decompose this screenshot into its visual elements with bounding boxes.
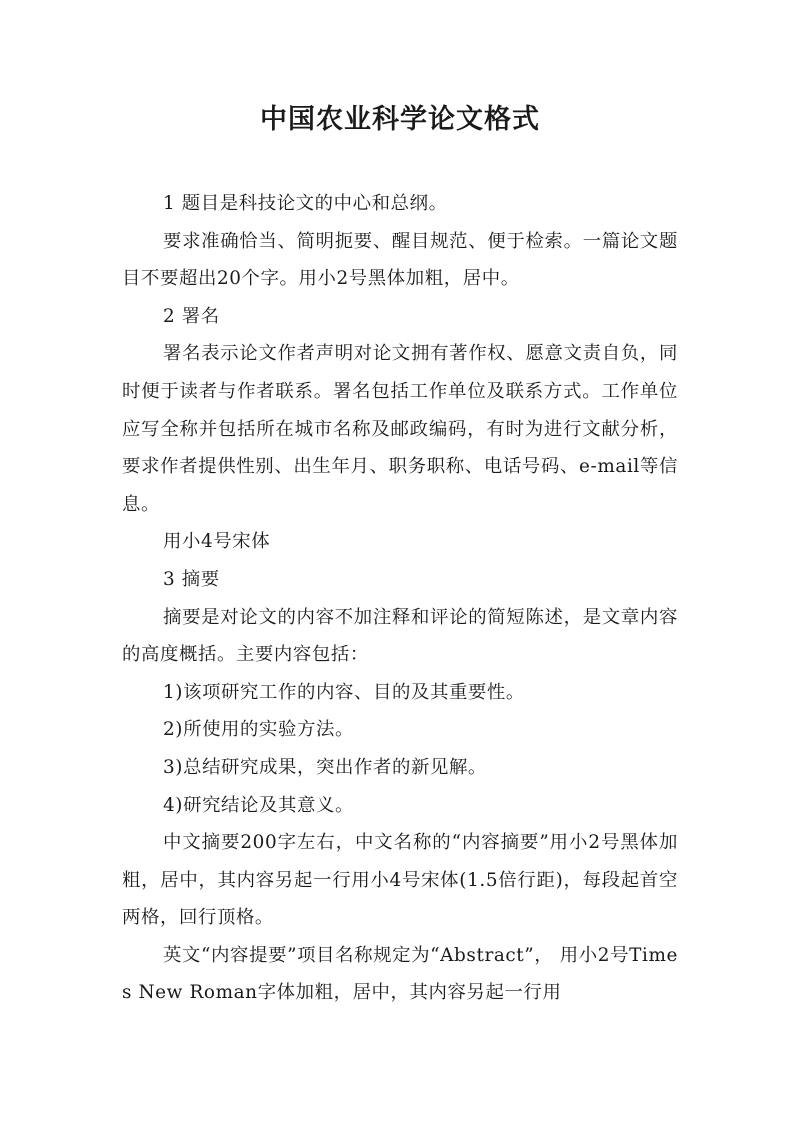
- paragraph-signature-heading: 2 署名: [163, 305, 220, 327]
- list-item-abstract-content-4: 4)研究结论及其意义。: [163, 794, 354, 816]
- document-title: 中国农业科学论文格式: [260, 104, 540, 135]
- list-item-abstract-content-2: 2)所使用的实验方法。: [163, 719, 354, 741]
- document-body: [122, 185, 678, 1012]
- paragraph-abstract-description: 摘要是对论文的内容不加注释和评论的简短陈述，是文章内容的高度概括。主要内容包括：: [122, 606, 678, 666]
- paragraph-signature-font: 用小4号宋体: [163, 531, 271, 553]
- paragraph-english-abstract-format: 英文“内容提要”项目名称规定为“Abstract”， 用小2号Times New Roman字体加粗，居中，其内容另起一行用: [122, 944, 678, 1004]
- list-item-abstract-content-1: 1)该项研究工作的内容、目的及其重要性。: [163, 681, 525, 703]
- paragraph-abstract-heading: 3 摘要: [163, 568, 220, 590]
- paragraph-title-section-heading: 1 题目是科技论文的中心和总纲。: [163, 193, 448, 214]
- paragraph-title-requirements: 要求准确恰当、简明扼要、醒目规范、便于检索。一篇论文题目不要超出20个字。用小2号黑体加粗，居中。: [122, 230, 678, 290]
- paragraph-chinese-abstract-format: 中文摘要200字左右，中文名称的“内容摘要”用小2号黑体加粗，居中，其内容另起一行用小4号宋体(1.5倍行距)，每段起首空两格，回行顶格。: [122, 832, 678, 929]
- paragraph-signature-description: 署名表示论文作者声明对论文拥有著作权、愿意文责自负，同时便于读者与作者联系。署名包括工作单位及联系方式。工作单位应写全称并包括所在城市名称及邮政编码，有时为进行文献分析，要求作者提供性别、出生年月、职务职称、电话号码、e-mail等信息。: [122, 343, 678, 515]
- list-item-abstract-content-3: 3)总结研究成果，突出作者的新见解。: [163, 756, 487, 778]
